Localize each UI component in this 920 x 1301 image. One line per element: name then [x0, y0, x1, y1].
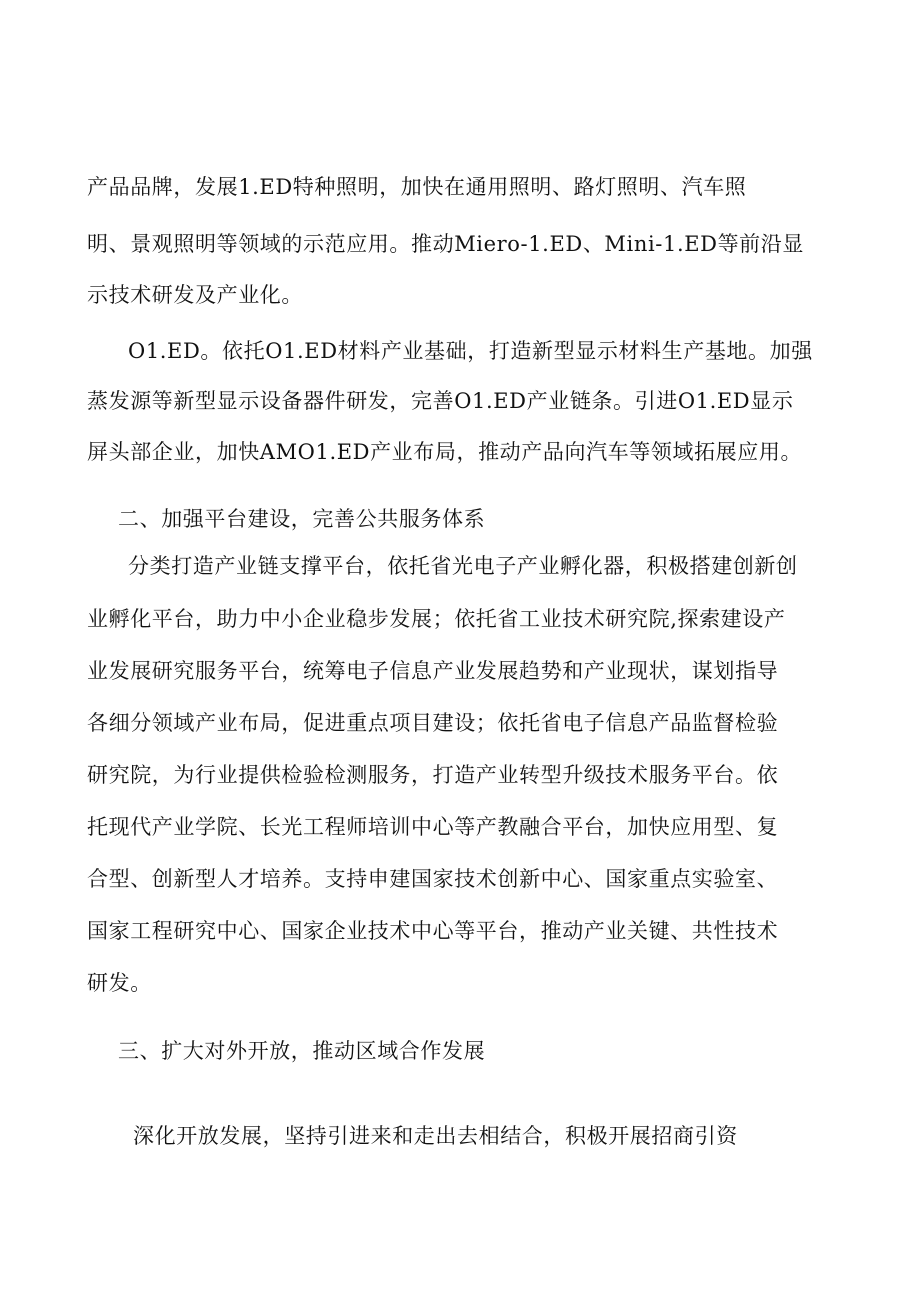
- text-line: 分类打造产业链支撑平台，依托省光电子产业孵化器，积极搭建创新创: [128, 554, 798, 578]
- text-line: 托现代产业学院、长光工程师培训中心等产教融合平台，加快应用型、复: [87, 815, 779, 839]
- text-line: 各细分领域产业布局，促进重点项目建设；依托省电子信息产品监督检验: [87, 711, 779, 735]
- text-line: 业发展研究服务平台，统筹电子信息产业发展趋势和产业现状，谋划指导: [87, 659, 779, 683]
- text-line: 屏头部企业，加快AMO1.ED产业布局，推动产品向汽车等领域拓展应用。: [87, 440, 803, 464]
- text-line: 产品品牌，发展1.ED特种照明，加快在通用照明、路灯照明、汽车照: [87, 175, 747, 199]
- section-heading-opening: 三、扩大对外开放，推动区域合作发展: [118, 1039, 486, 1063]
- text-line: 示技术研发及产业化。: [87, 283, 303, 307]
- text-line: 研究院，为行业提供检验检测服务，打造产业转型升级技术服务平台。依: [87, 763, 779, 787]
- section-heading-platform: 二、加强平台建设，完善公共服务体系: [118, 507, 486, 531]
- text-line: 明、景观照明等领域的示范应用。推动Miero-1.ED、Mini-1.ED等前沿显: [87, 232, 804, 256]
- text-line: 业孵化平台，助力中小企业稳步发展；依托省工业技术研究院,探索建设产: [87, 607, 786, 631]
- text-line: O1.ED。依托O1.ED材料产业基础，打造新型显示材料生产基地。加强: [128, 339, 813, 363]
- text-line: 研发。: [87, 971, 152, 995]
- text-line: 国家工程研究中心、国家企业技术中心等平台，推动产业关键、共性技术: [87, 919, 779, 943]
- text-line: 深化开放发展，坚持引进来和走出去相结合，积极开展招商引资: [133, 1124, 738, 1148]
- text-line: 合型、创新型人才培养。支持申建国家技术创新中心、国家重点实验室、: [87, 867, 779, 891]
- text-line: 蒸发源等新型显示设备器件研发，完善O1.ED产业链条。引进O1.ED显示: [87, 389, 794, 413]
